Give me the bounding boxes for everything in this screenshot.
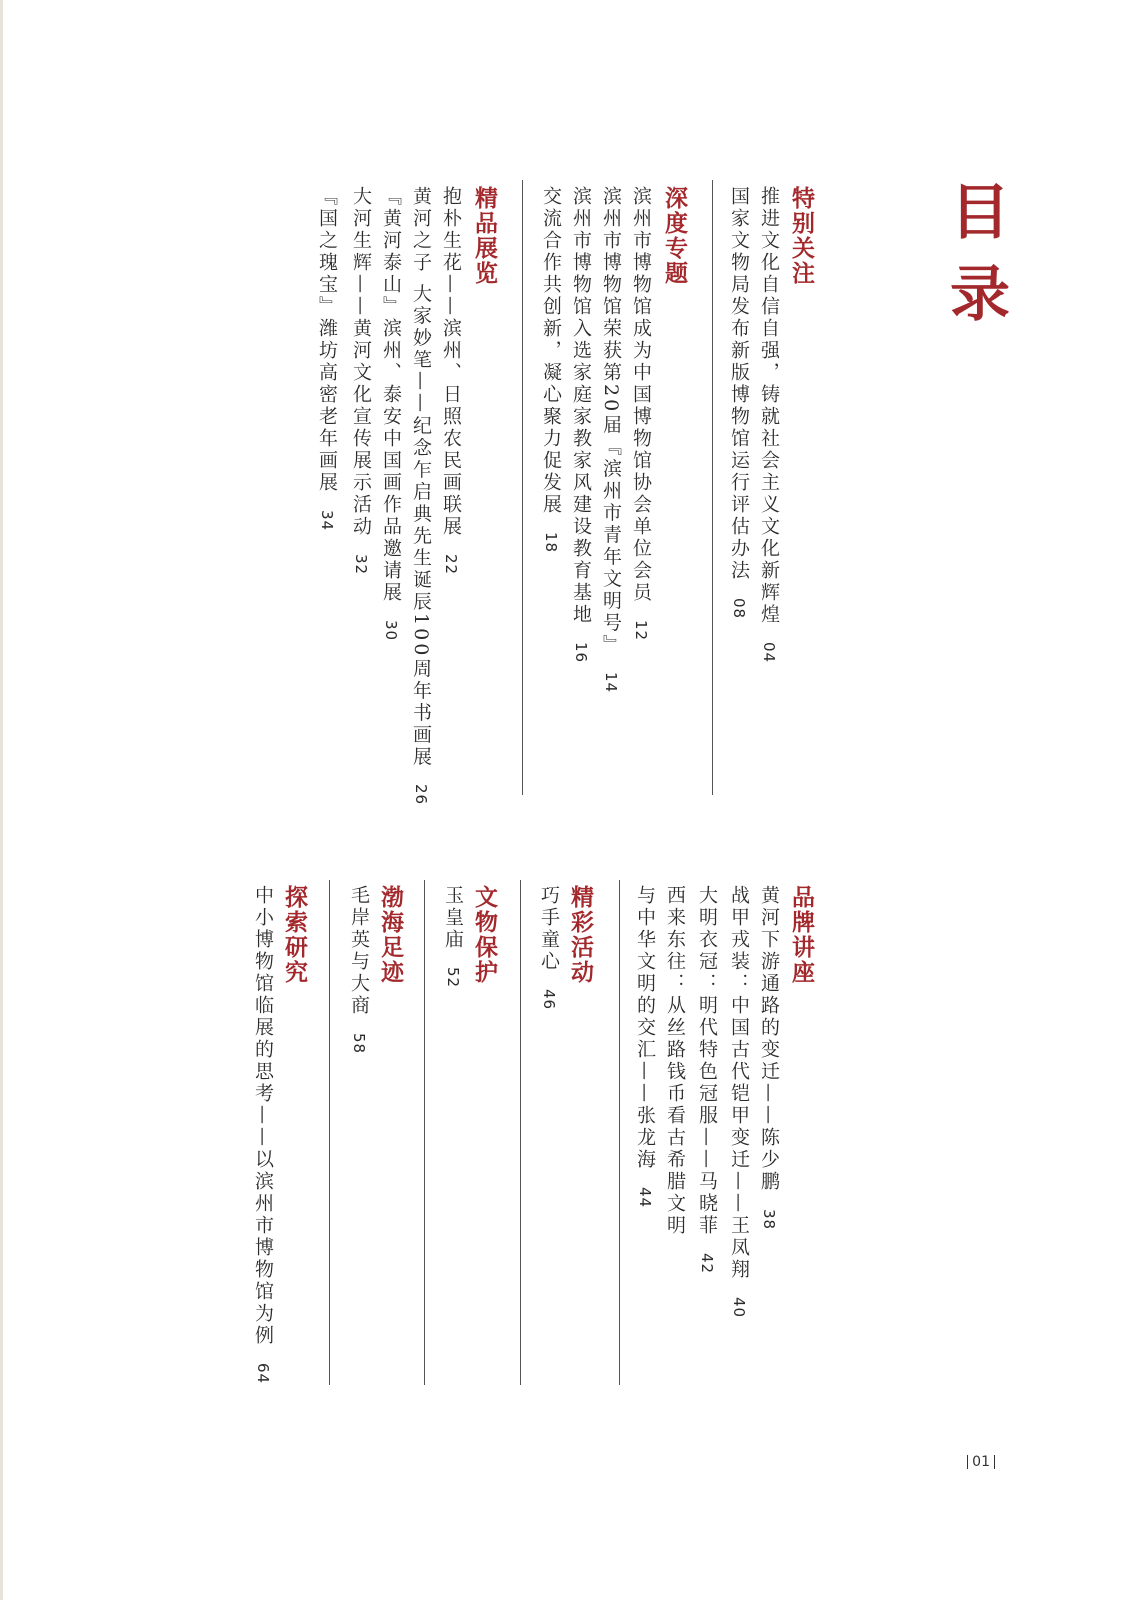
toc-entry[interactable]	[664, 885, 686, 1237]
toc-entry-title: 滨州市博物馆入选家庭家教家风建设教育基地	[570, 186, 592, 626]
toc-entry-title: 西来东往：从丝路钱币看古希腊文明	[664, 885, 686, 1237]
toc-entry[interactable]	[728, 885, 750, 1318]
toc-entry-title: 与中华文明的交汇——张龙海	[634, 885, 656, 1171]
toc-entry[interactable]	[630, 186, 652, 641]
toc-entry-page: 16	[572, 642, 590, 664]
toc-entry-page: 14	[602, 672, 620, 694]
toc-entry-title: 巧手童心	[538, 885, 560, 973]
toc-entry[interactable]	[410, 186, 432, 805]
section-heading	[564, 885, 597, 985]
toc-entry[interactable]	[758, 186, 780, 663]
toc-entry-page: 12	[632, 620, 650, 642]
toc-entry-title: 中小博物馆临展的思考——以滨州市博物馆为例	[252, 885, 274, 1347]
section-heading	[785, 186, 818, 286]
toc-entry-title: 『国之瑰宝』潍坊高密老年画展	[316, 186, 338, 494]
toc-entry[interactable]	[538, 885, 560, 1010]
toc-entry-title: 交流合作共创新，凝心聚力促发展	[540, 186, 562, 516]
toc-entry-page: 52	[444, 967, 462, 989]
toc-entry-title: 毛岸英与大商	[348, 885, 370, 1017]
toc-entry-title: 抱朴生花——滨州、日照农民画联展	[440, 186, 462, 538]
toc-entry-title: 玉皇庙	[442, 885, 464, 951]
section-heading-text: 探索研究	[281, 885, 308, 985]
divider-line	[522, 180, 523, 795]
section-heading-text: 精品展览	[471, 186, 498, 286]
toc-entry[interactable]	[440, 186, 462, 575]
toc-entry-page: 04	[760, 642, 778, 664]
toc-entry-page: 08	[730, 598, 748, 620]
section-heading	[278, 885, 311, 985]
page-number: 01	[967, 1455, 995, 1469]
toc-entry-page: 22	[442, 554, 460, 576]
divider-line	[619, 880, 620, 1385]
section-heading	[468, 186, 501, 286]
toc-entry-title: 国家文物局发布新版博物馆运行评估办法	[728, 186, 750, 582]
toc-entry-page: 46	[540, 989, 558, 1011]
toc-entry[interactable]	[728, 186, 750, 619]
toc-entry[interactable]	[570, 186, 592, 663]
toc-entry-title: 大明衣冠：明代特色冠服——马晓菲	[696, 885, 718, 1237]
toc-entry-title: 滨州市博物馆荣获第20届『滨州市青年文明号』	[600, 186, 622, 657]
toc-entry-page: 34	[318, 510, 336, 532]
toc-entry-page: 42	[698, 1253, 716, 1275]
divider-line	[520, 880, 521, 1385]
toc-entry-page: 44	[636, 1187, 654, 1209]
page-edge	[0, 0, 3, 1600]
toc-entry[interactable]	[350, 186, 372, 575]
toc-entry-title: 大河生辉——黄河文化宣传展示活动	[350, 186, 372, 538]
toc-entry[interactable]	[442, 885, 464, 988]
toc-entry[interactable]	[634, 885, 656, 1208]
divider-line	[329, 880, 330, 1385]
toc-entry-page: 18	[542, 532, 560, 554]
toc-entry[interactable]	[348, 885, 370, 1054]
divider-line	[424, 880, 425, 1385]
section-heading-text: 精彩活动	[567, 885, 594, 985]
toc-entry[interactable]	[696, 885, 718, 1274]
divider-line	[712, 180, 713, 795]
section-heading-text: 品牌讲座	[788, 885, 815, 985]
section-heading-text: 深度专题	[661, 186, 688, 286]
toc-entry-page: 38	[760, 1209, 778, 1231]
toc-entry-title: 推进文化自信自强，铸就社会主义文化新辉煌	[758, 186, 780, 626]
toc-entry-title: 滨州市博物馆成为中国博物馆协会单位会员	[630, 186, 652, 604]
toc-entry-title: 『黄河泰山』滨州、泰安中国画作品邀请展	[380, 186, 402, 604]
toc-entry-title: 战甲戎装：中国古代铠甲变迁——王凤翔	[728, 885, 750, 1281]
toc-entry-page: 26	[412, 784, 430, 806]
toc-entry-title: 黄河下游通路的变迁——陈少鹏	[758, 885, 780, 1193]
toc-entry-page: 58	[350, 1033, 368, 1055]
section-heading	[468, 885, 501, 985]
section-heading-text: 渤海足迹	[377, 885, 404, 985]
section-heading-text: 文物保护	[471, 885, 498, 985]
toc-entry-page: 32	[352, 554, 370, 576]
toc-entry-page: 64	[254, 1363, 272, 1385]
toc-entry[interactable]	[758, 885, 780, 1230]
section-heading	[658, 186, 691, 286]
toc-entry[interactable]	[316, 186, 338, 531]
toc-entry-page: 30	[382, 620, 400, 642]
toc-entry[interactable]	[252, 885, 274, 1384]
toc-entry[interactable]	[600, 186, 622, 693]
section-heading	[785, 885, 818, 985]
section-heading	[374, 885, 407, 985]
section-heading-text: 特别关注	[788, 186, 815, 286]
toc-entry[interactable]	[540, 186, 562, 553]
toc-entry-page: 40	[730, 1297, 748, 1319]
page-title: 目录	[940, 180, 1010, 344]
toc-entry[interactable]	[380, 186, 402, 641]
toc-entry-title: 黄河之子 大家妙笔——纪念乍启典先生诞辰100周年书画展	[410, 186, 432, 769]
